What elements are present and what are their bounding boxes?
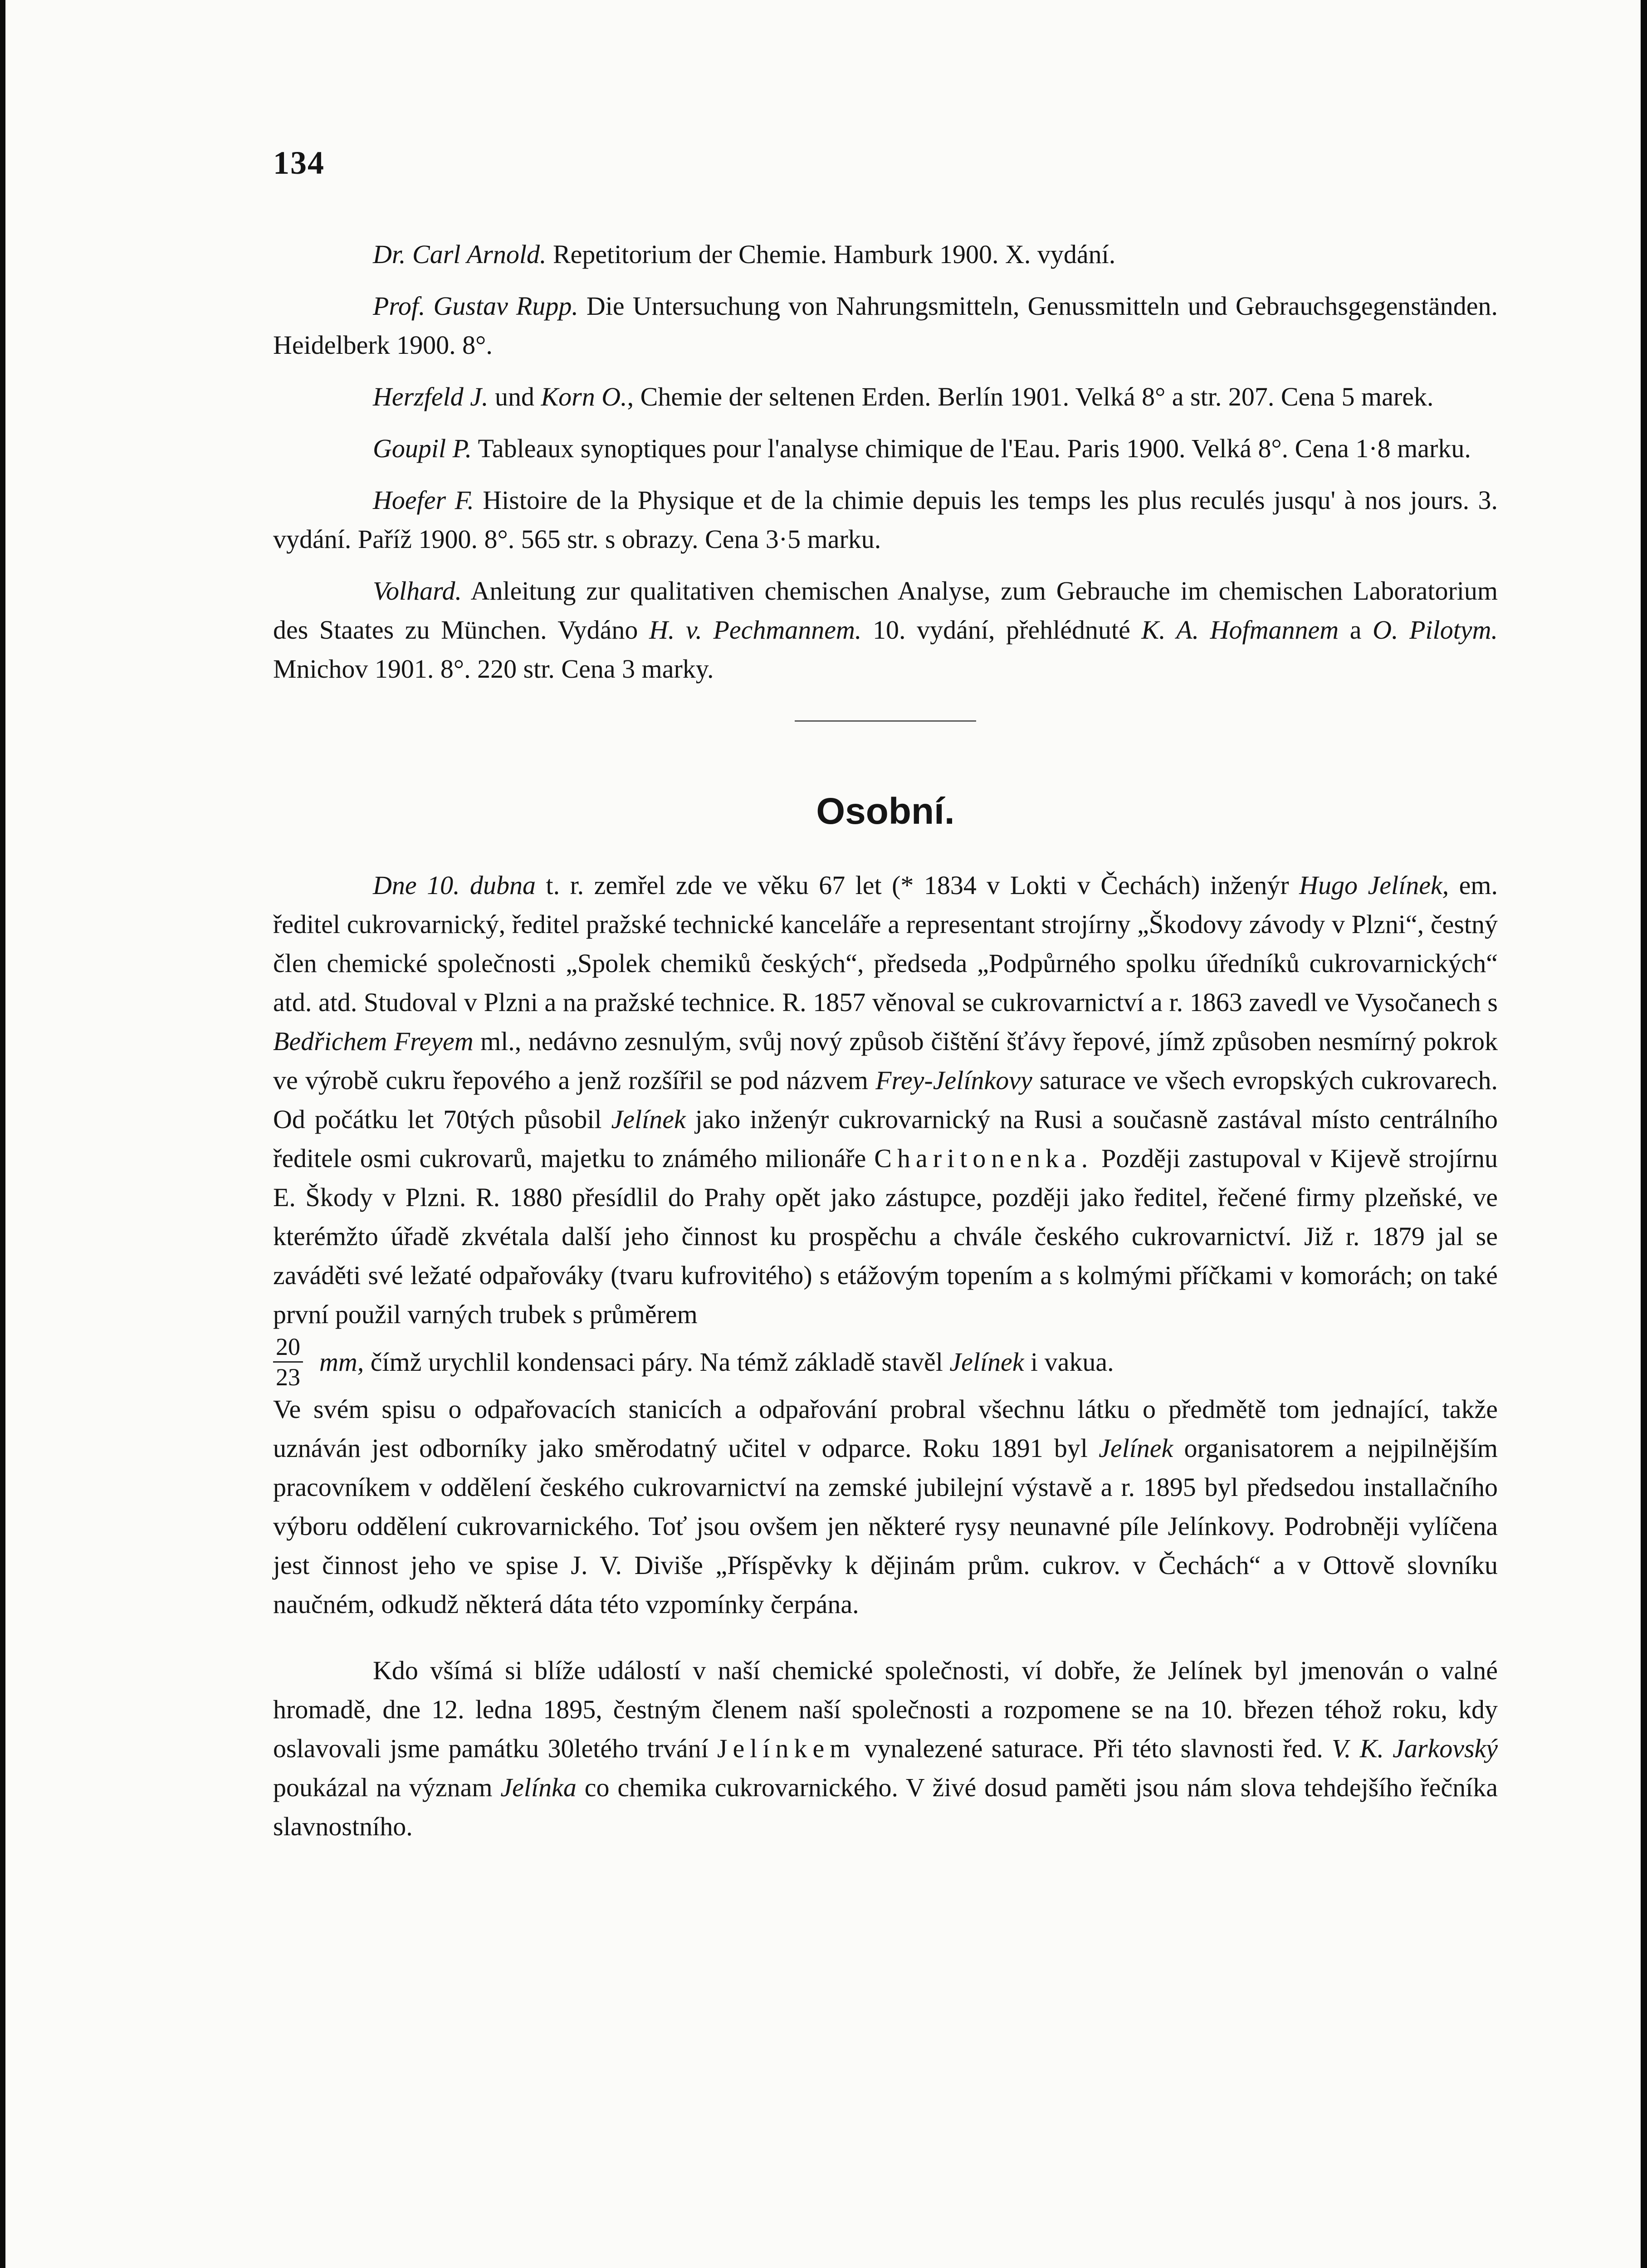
obituary-paragraph xyxy=(273,866,1498,1334)
person-name: Bedřichem Freyem xyxy=(273,1026,474,1056)
bib-editor: H. v. Pechmannem. xyxy=(649,615,862,645)
body-text: Kdo všímá si blíže událostí v naší chemické společnosti, ví dobře, že Jelínek byl jmenován o valné hromadě, dne 12. ledna 1895, čestným členem naší společnosti a rozpomene se na 10. březen téhož roku, kdy oslavovali jsme památku 30letého trvání xyxy=(273,1656,1498,1763)
bibliography-entry xyxy=(273,572,1498,689)
bibliography-entry xyxy=(273,429,1498,468)
bib-text: 10. vydání, přehlédnuté xyxy=(861,615,1142,645)
bib-text: Anleitung zur qualitativen chemischen Analyse, zum Gebrauche im chemischen Laboratorium des Staates zu München. Vydáno xyxy=(273,576,1498,645)
body-text: i vakua. xyxy=(1024,1347,1114,1377)
body-text: saturace ve všech evropských cukrovarech. Od počátku let 70tých působil xyxy=(273,1066,1498,1134)
fraction-bar xyxy=(273,1361,303,1363)
fraction xyxy=(273,1334,303,1390)
bib-text: Tableaux synoptiques pour l'analyse chimique de l'Eau. Paris 1900. Velká 8°. Cena 1·8 marku. xyxy=(472,434,1471,463)
fraction-line xyxy=(273,1334,1498,1390)
body-text: Později zastupoval v Kijevě strojírnu E. Škody v Plzni. R. 1880 přesídlil do Prahy opět jako zástupce, později jako ředitel, řečené firmy plzeňské, ve kterémžto úřadě zkvétala další jeho činnost ku prospěchu a chvále českého cukrovarnictví. Již r. 1879 jal se zaváděti své ležaté odpařováky (tvaru kufrovitého) s etážovým topením a s kolmými příčkami v komorách; on také první použil varných trubek s průměrem xyxy=(273,1144,1498,1329)
fraction-line-text xyxy=(319,1343,1498,1382)
body-text: vynalezené saturace. Při této slavnosti řed. xyxy=(855,1734,1332,1763)
person-name-spaced: Charitonenka. xyxy=(874,1144,1094,1173)
process-name: Frey-Jelínkovy xyxy=(875,1066,1032,1095)
bib-author: Volhard. xyxy=(373,576,462,606)
unit-text: mm, xyxy=(319,1347,364,1377)
bib-author: Herzfeld J. xyxy=(373,382,489,411)
person-name: Jelínek xyxy=(611,1105,686,1134)
body-text: Ve svém spisu o odpařovacích stanicích a odpařování probral všechnu látku o předmětě tom jednající, takže uznáván jest odborníky jako směrodatný učitel v odparce. Roku 1891 byl xyxy=(273,1394,1498,1463)
section-divider xyxy=(795,720,976,722)
body-text: t. r. zemřel zde ve věku 67 let (* 1834 v Lokti v Čechách) inženýr xyxy=(536,870,1300,900)
document-page xyxy=(5,0,1641,2268)
date-text: Dne 10. dubna xyxy=(373,870,536,900)
text-block xyxy=(273,235,1498,1846)
bib-editor: O. Pilotym. xyxy=(1373,615,1498,645)
obituary-paragraph-continued xyxy=(273,1390,1498,1624)
bib-text: a xyxy=(1339,615,1373,645)
body-text: jako inženýr cukrovarnický na Rusi a současně zastával místo centrálního ředitele osmi cukrovarů, majetku to známého milionáře xyxy=(273,1105,1498,1173)
bib-text: Die Untersuchung von Nahrungsmitteln, Genussmitteln und Gebrauchsgegenständen. Heidelberk 1900. 8°. xyxy=(273,291,1498,360)
bibliography-entry xyxy=(273,235,1498,274)
body-text: poukázal na význam xyxy=(273,1773,501,1802)
body-text: em. ředitel cukrovarnický, ředitel pražské technické kanceláře a representant strojírny „Škodovy závody v Plzni“, čestný člen chemické společnosti „Spolek chemiků českých“, předseda „Podpůrného spolku úředníků cukrovarnických“ atd. atd. Studoval v Plzni a na pražské technice. R. 1857 věnoval se cukrovarnictví a r. 1863 zavedl ve Vysočanech s xyxy=(273,870,1498,1017)
obituary-paragraph xyxy=(273,1651,1498,1846)
person-name: Jelínka xyxy=(500,1773,577,1802)
bib-author: Korn O. xyxy=(541,382,627,411)
person-name-spaced: Jelínkem xyxy=(717,1734,856,1763)
body-text: co chemika cukrovarnického. V živé dosud paměti jsou nám slova tehdejšího řečníka slavnostního. xyxy=(273,1773,1498,1841)
bib-text: Mnichov 1901. 8°. 220 str. Cena 3 marky. xyxy=(273,654,714,684)
bib-author: Prof. Gustav Rupp. xyxy=(373,291,578,321)
person-name: V. K. Jarkovský xyxy=(1331,1734,1498,1763)
bibliography-entry xyxy=(273,481,1498,559)
bib-connector: und xyxy=(488,382,541,411)
person-name: Jelínek xyxy=(949,1347,1024,1377)
fraction-numerator: 20 xyxy=(276,1333,300,1360)
bibliography-entry xyxy=(273,287,1498,365)
bib-text: , Chemie der seltenen Erden. Berlín 1901. Velká 8° a str. 207. Cena 5 marek. xyxy=(627,382,1434,411)
bib-text: Histoire de la Physique et de la chimie depuis les temps les plus reculés jusqu' à nos jours. 3. vydání. Paříž 1900. 8°. 565 str. s obrazy. Cena 3·5 marku. xyxy=(273,485,1498,554)
body-text: ml., nedávno zesnulým, svůj nový způsob čištění šťávy řepové, jímž způsoben nesmírný pokrok ve výrobě cukru řepového a jenž rozšířil se pod názvem xyxy=(273,1026,1498,1095)
bib-author: Dr. Carl Arnold. xyxy=(373,240,547,269)
page-number: 134 xyxy=(273,145,325,181)
bib-editor: K. A. Hofmannem xyxy=(1141,615,1339,645)
bib-author: Goupil P. xyxy=(373,434,472,463)
person-name: Jelínek xyxy=(1099,1433,1173,1463)
section-title: Osobní. xyxy=(816,791,955,832)
body-text: čímž urychlil kondensaci páry. Na témž základě stavěl xyxy=(364,1347,950,1377)
body-text: organisatorem a nejpilnějším pracovníkem v oddělení českého cukrovarnictví na zemské jubilejní výstavě a r. 1895 byl předsedou installačního výboru oddělení cukrovarnického. Toť jsou ovšem jen některé rysy neunavné píle Jelínkovy. Podrobněji vylíčena jest činnost jeho ve spise J. V. Diviše „Příspěvky k dějinám prům. cukrov. v Čechách“ a v Ottově slovníku naučném, odkudž některá dáta této vzpomínky čerpána. xyxy=(273,1433,1498,1619)
person-name: Hugo Jelínek, xyxy=(1299,870,1449,900)
fraction-denominator: 23 xyxy=(276,1364,300,1391)
bib-text: Repetitorium der Chemie. Hamburk 1900. X. vydání. xyxy=(546,240,1116,269)
bib-author: Hoefer F. xyxy=(373,485,474,515)
bibliography-entry xyxy=(273,377,1498,416)
